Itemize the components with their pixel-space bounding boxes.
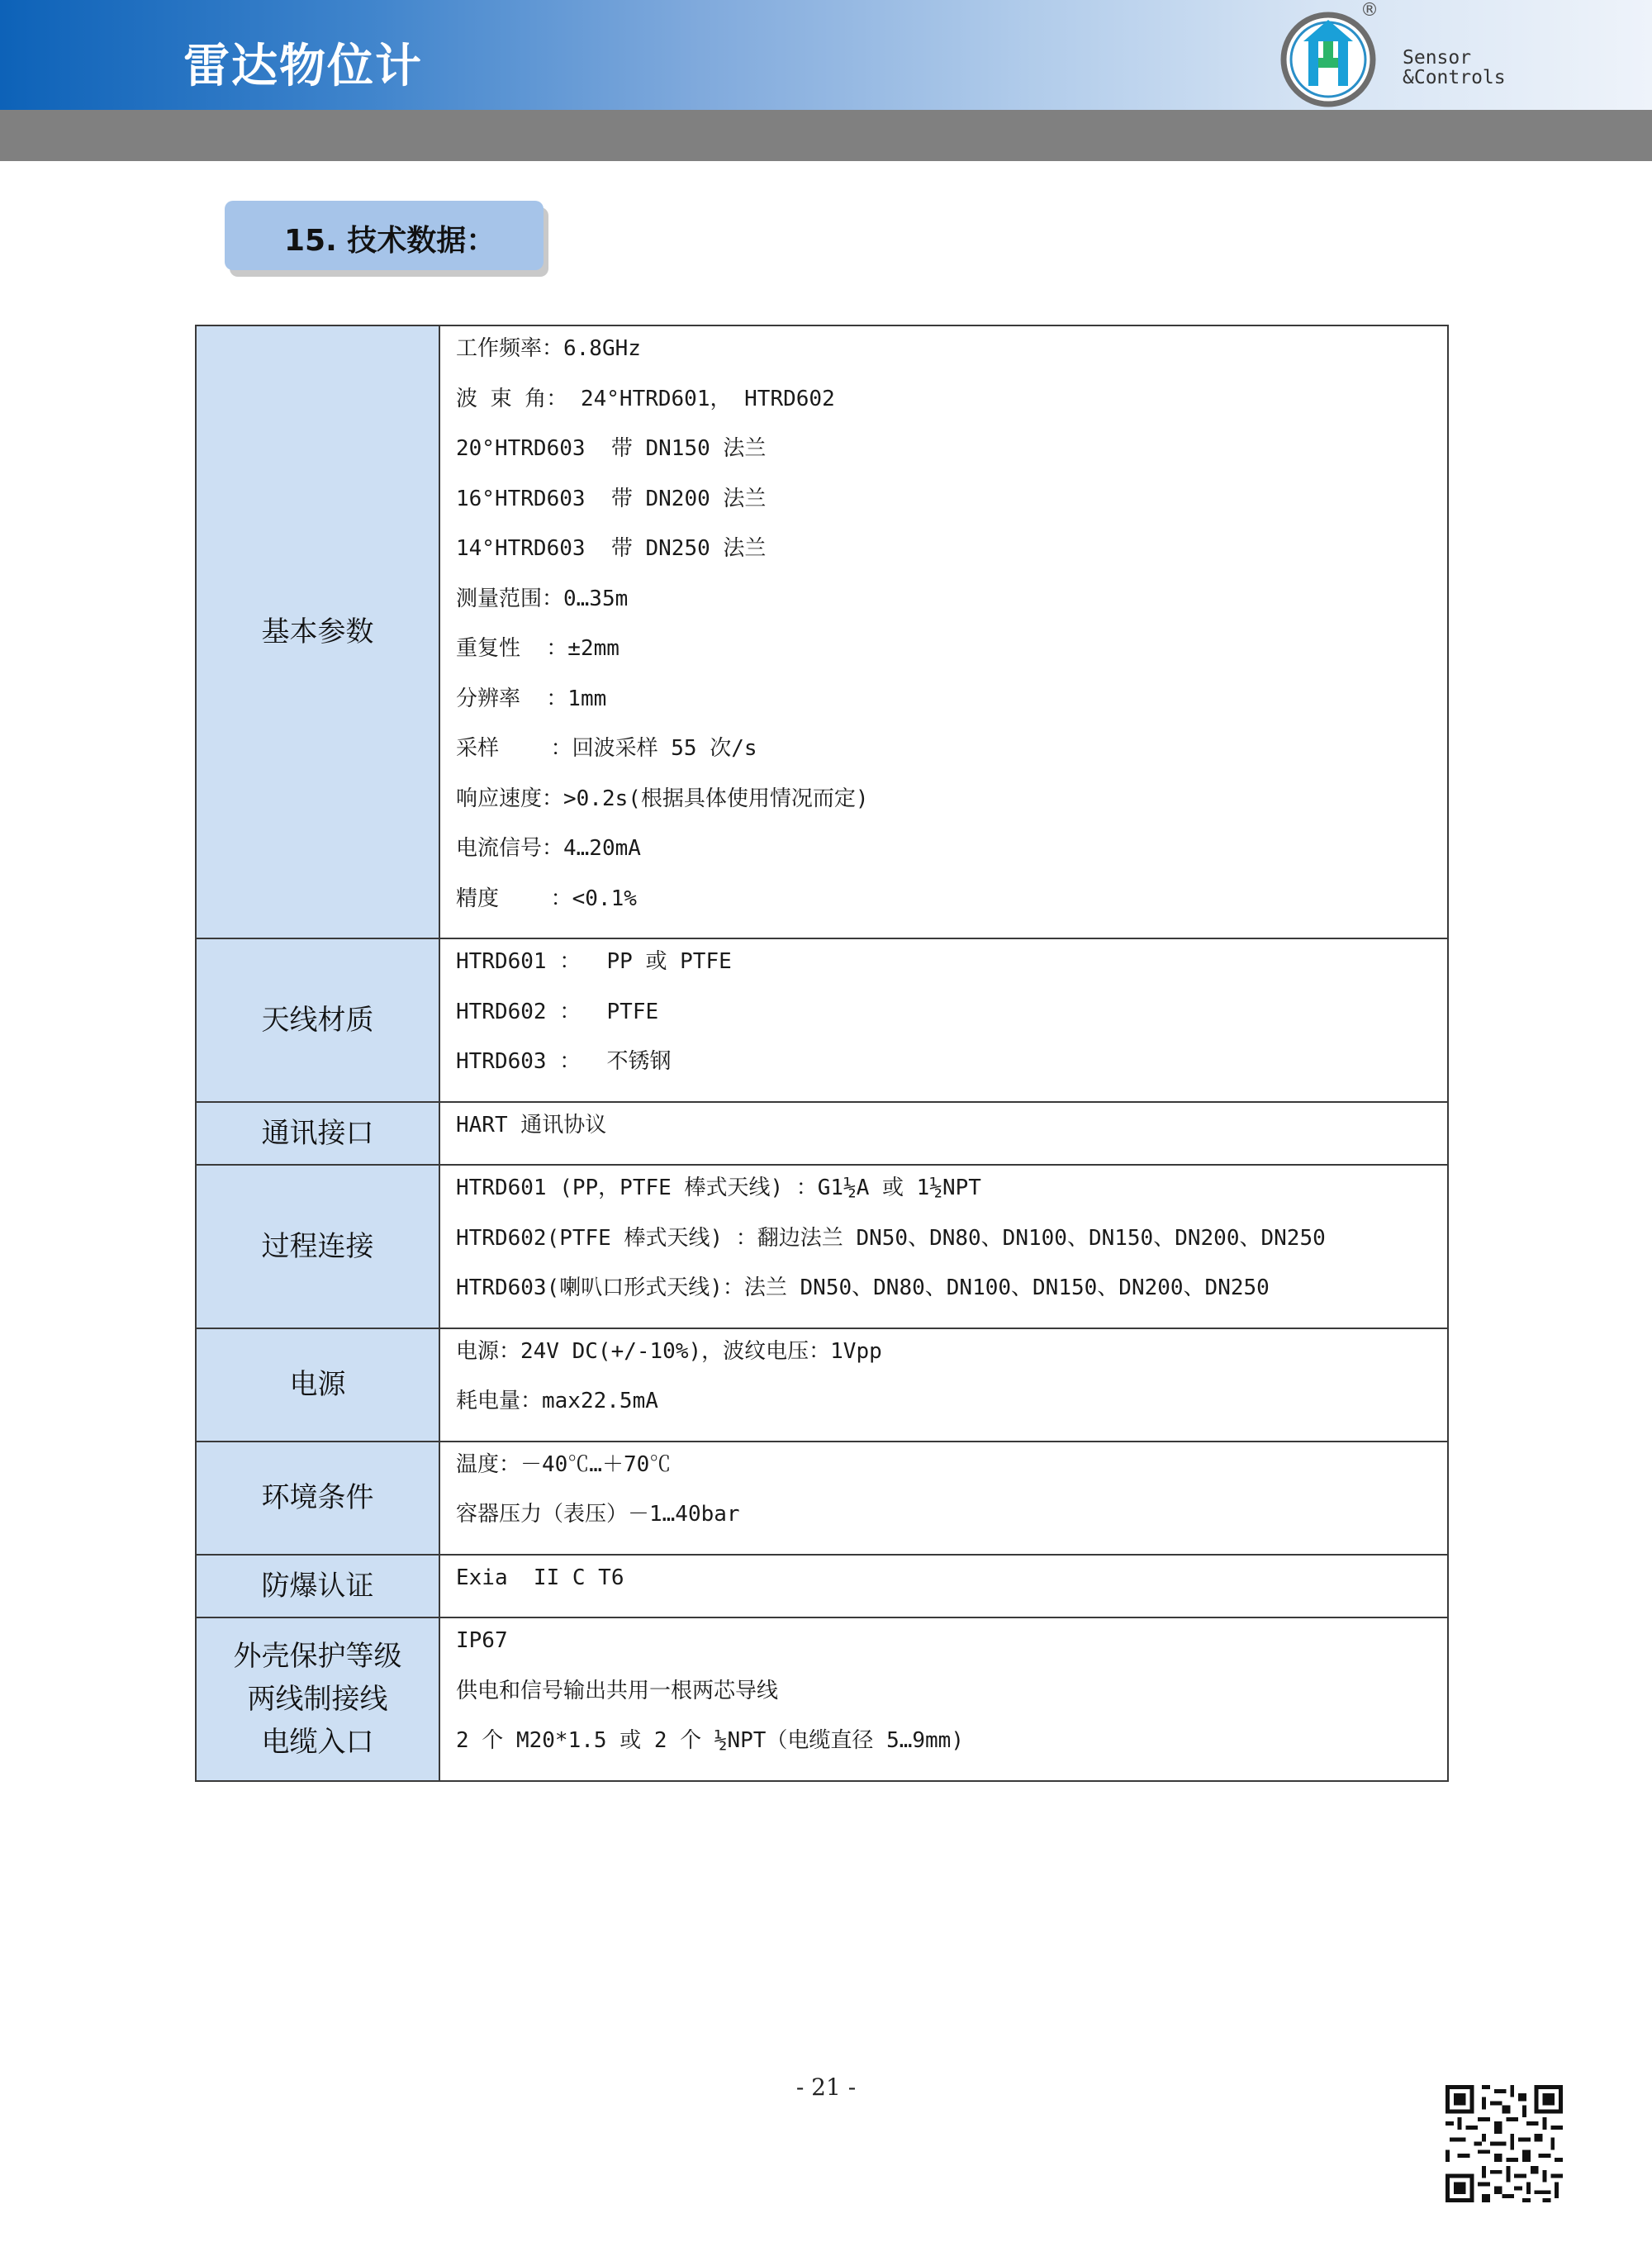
spec-value-line: HTRD602(PTFE 棒式天线) ：翻边法兰 DN50、DN80、DN100、DN150、DN200、DN250 xyxy=(456,1225,1326,1251)
spec-label-cell xyxy=(196,325,439,938)
spec-value-line: 2 个 M20*1.5 或 2 个 ½NPT（电缆直径 5…9mm) xyxy=(456,1728,964,1753)
spec-value-cell xyxy=(439,938,1448,1102)
spec-value-line: 响应速度：>0.2s(根据具体使用情况而定) xyxy=(456,786,869,811)
spec-row xyxy=(196,1102,1448,1166)
spec-label-cell xyxy=(196,1165,439,1328)
spec-row xyxy=(196,325,1448,938)
spec-value-line: 电源：24V DC(+/-10%)，波纹电压：1Vpp xyxy=(456,1338,882,1364)
section-title: 15. 技术数据： xyxy=(284,224,496,258)
spec-table xyxy=(195,325,1449,1782)
header-title: 雷达物位计 xyxy=(183,40,423,93)
spec-label: 外壳保护等级 xyxy=(233,1639,402,1673)
logo-text-line2: &Controls xyxy=(1403,67,1506,88)
spec-value-line: 耗电量：max22.5mA xyxy=(456,1389,658,1413)
spec-value-cell xyxy=(439,1442,1448,1555)
spec-label-cell xyxy=(196,1617,439,1781)
spec-value-line: HTRD602 ： PTFE xyxy=(456,999,659,1024)
spec-value-line: 电流信号：4…20mA xyxy=(456,836,641,861)
spec-label: 过程连接 xyxy=(261,1229,374,1263)
spec-label-cell xyxy=(196,1555,439,1618)
spec-value-line: 测量范围：0…35m xyxy=(456,586,629,611)
spec-value-line: HTRD603(喇叭口形式天线)：法兰 DN50、DN80、DN100、DN150、DN200、DN250 xyxy=(456,1275,1270,1300)
spec-value-line: 采样 ：回波采样 55 次/s xyxy=(456,736,757,761)
spec-value-line: IP67 xyxy=(456,1628,508,1653)
spec-row xyxy=(196,1617,1448,1781)
spec-row xyxy=(196,1442,1448,1555)
spec-label-cell xyxy=(196,1102,439,1166)
spec-value-line: HTRD601 (PP，PTFE 棒式天线) ：G1½A 或 1½NPT xyxy=(456,1176,981,1200)
spec-value-line: Exia II C T6 xyxy=(456,1565,624,1590)
spec-label-cell xyxy=(196,1328,439,1442)
spec-value-line: 容器压力（表压）－1…40bar xyxy=(456,1502,740,1527)
spec-value-line: 14°HTRD603 带 DN250 法兰 xyxy=(456,536,767,561)
spec-value-line: 精度 ：<0.1% xyxy=(456,886,637,911)
spec-value-cell xyxy=(439,1617,1448,1781)
page-number: - 21 - xyxy=(795,2073,857,2101)
spec-row xyxy=(196,938,1448,1102)
spec-value-line: 分辨率 ：1mm xyxy=(456,686,607,711)
spec-table-body xyxy=(196,325,1448,1781)
spec-label: 基本参数 xyxy=(261,615,374,648)
spec-value-line: 重复性 ：±2mm xyxy=(456,636,620,661)
spec-value-line: 20°HTRD603 带 DN150 法兰 xyxy=(456,436,767,461)
spec-label: 天线材质 xyxy=(261,1003,374,1037)
spec-row xyxy=(196,1555,1448,1618)
spec-value-line: HTRD603 ： 不锈钢 xyxy=(456,1049,672,1074)
spec-value-cell xyxy=(439,1165,1448,1328)
spec-value-line: HART 通讯协议 xyxy=(456,1112,607,1138)
spec-value-line: HTRD601 ： PP 或 PTFE xyxy=(456,949,732,974)
spec-value-line: 波 束 角： 24°HTRD601， HTRD602 xyxy=(456,386,835,411)
spec-label: 通讯接口 xyxy=(261,1116,374,1150)
spec-value-cell xyxy=(439,325,1448,938)
logo-text xyxy=(1403,48,1506,88)
spec-value-cell xyxy=(439,1555,1448,1618)
spec-label-cell xyxy=(196,938,439,1102)
spec-label: 电源 xyxy=(289,1368,346,1401)
header-band xyxy=(0,110,1652,161)
spec-value-cell xyxy=(439,1102,1448,1166)
qr-code-icon xyxy=(1446,2085,1563,2202)
spec-value-line: 工作频率：6.8GHz xyxy=(456,336,641,361)
spec-value-line: 温度：－40℃…＋70℃ xyxy=(456,1451,672,1477)
spec-label: 两线制接线 xyxy=(247,1682,388,1716)
spec-row xyxy=(196,1328,1448,1442)
spec-label: 防爆认证 xyxy=(261,1569,374,1603)
spec-label: 环境条件 xyxy=(261,1481,374,1514)
spec-value-line: 16°HTRD603 带 DN200 法兰 xyxy=(456,486,767,511)
logo-text-line1: Sensor xyxy=(1403,47,1472,69)
section-tab xyxy=(225,201,544,270)
spec-label-cell xyxy=(196,1442,439,1555)
page-header xyxy=(0,0,1652,110)
spec-value-line: 供电和信号输出共用一根两芯导线 xyxy=(456,1678,779,1703)
spec-value-cell xyxy=(439,1328,1448,1442)
spec-row xyxy=(196,1165,1448,1328)
spec-label: 电缆入口 xyxy=(261,1725,374,1759)
registered-mark: ® xyxy=(1360,0,1379,21)
